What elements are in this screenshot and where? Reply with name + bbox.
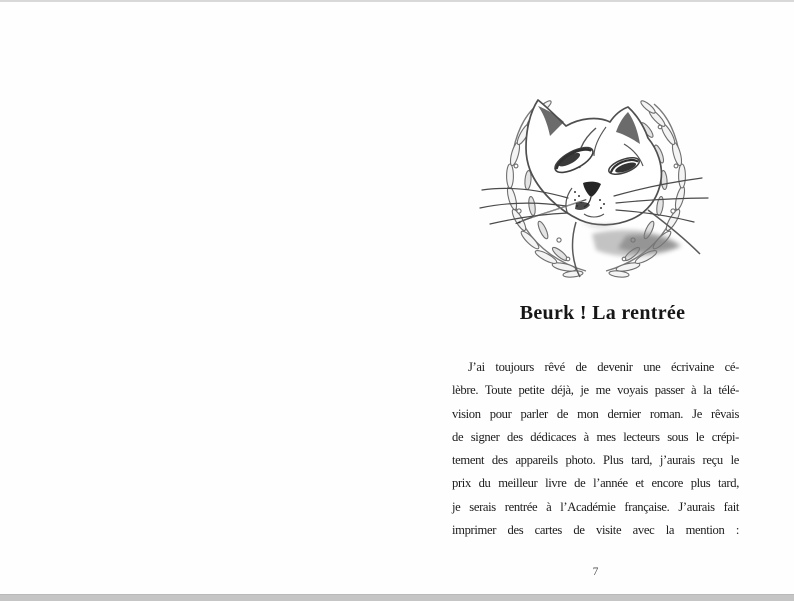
- paragraph-line: tement des appareils photo. Plus tard, j’aurais reçu le: [452, 453, 739, 468]
- paragraph-line: je serais rentrée à l’Académie française. J’aurais fait: [452, 499, 739, 514]
- paragraph-line: lèbre. Toute petite déjà, je me voyais passer à la télé-: [452, 383, 739, 398]
- left-page-blank: [0, 2, 397, 593]
- paragraph-line: vision pour parler de mon dernier roman. Je rêvais: [452, 406, 739, 421]
- chapter-title: Beurk ! La rentrée: [519, 302, 686, 324]
- cat-with-pencil-laurel-wreath-drawing: [476, 70, 716, 283]
- paragraph-line: J’ai toujours rêvé de devenir une écrivaine cé-: [468, 360, 739, 374]
- paragraph-line: prix du meilleur livre de l’année et encore plus tard,: [452, 476, 739, 491]
- paragraph-line: de signer des dédicaces à mes lecteurs sous le crépi-: [452, 429, 739, 444]
- paragraph-line: imprimer des cartes de visite avec la mention :: [452, 523, 739, 538]
- window-bottom-edge: [0, 594, 794, 601]
- page-number: 7: [592, 566, 599, 578]
- chapter-paragraph: [452, 356, 739, 542]
- cat-laurel-illustration: [476, 70, 716, 283]
- right-page: [452, 0, 739, 601]
